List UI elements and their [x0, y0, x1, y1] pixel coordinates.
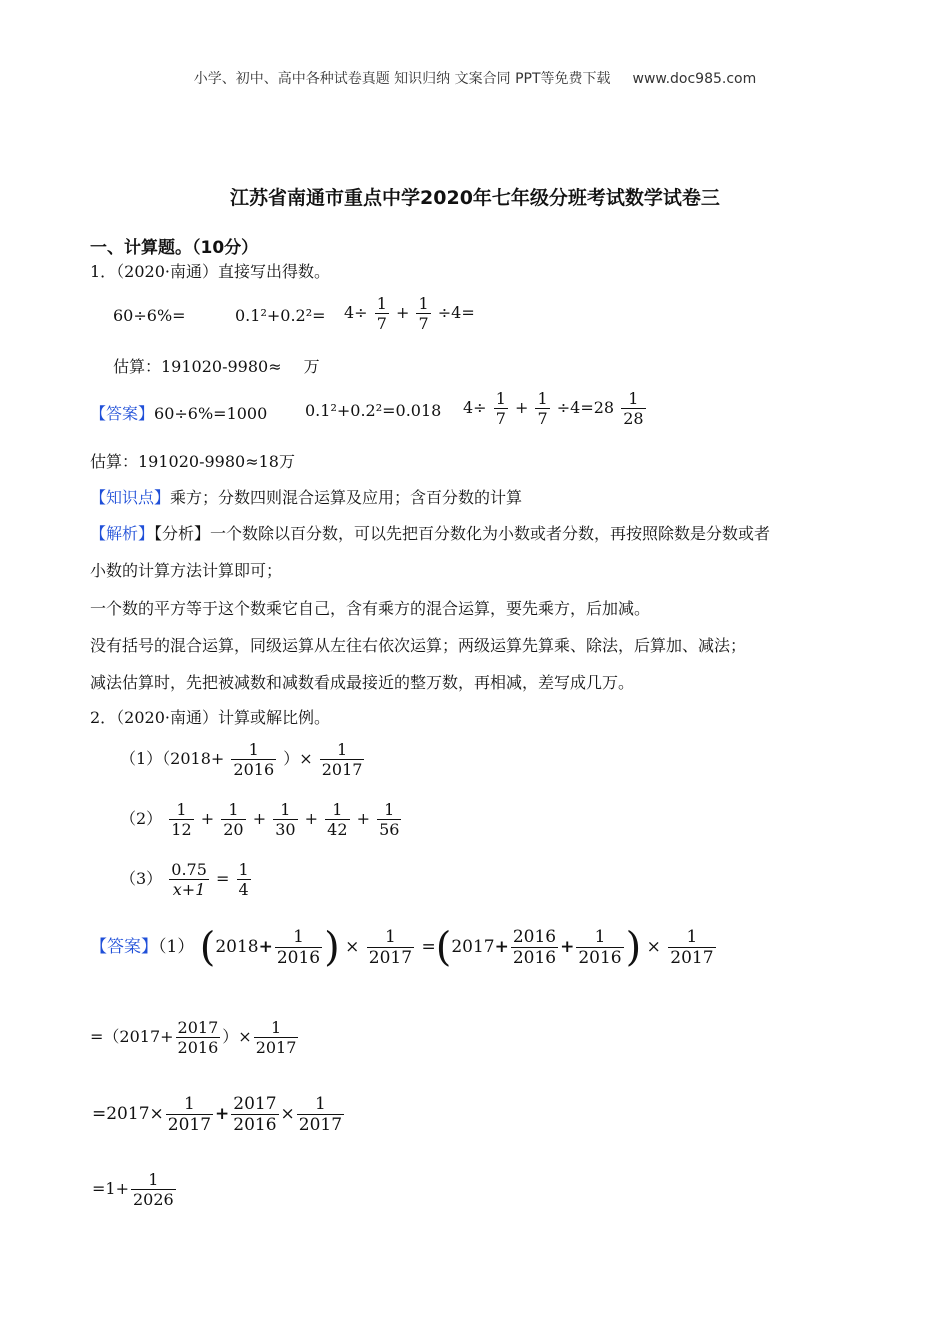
q1-answer [90, 401, 267, 424]
answer-tag: 【答案】 [90, 404, 155, 423]
q2-p1-fraction-2: $\frac{1}{2017}$ [321, 740, 363, 779]
q2-line3-fraction-2: $\frac{2017}{2016}$ [233, 1094, 277, 1135]
answer-tag: 【答案】 [90, 937, 158, 957]
q2-ans-fraction-5: $\frac{1}{2017}$ [670, 927, 714, 968]
q1-expression-3 [344, 294, 475, 333]
q1-analysis-line-1 [90, 521, 770, 544]
q2-ans-fraction-1: $\frac{1}{2016}$ [276, 927, 321, 968]
section-heading: 一、计算题。（10分） [90, 238, 259, 258]
q2-answer-line-4: =1+ $\frac{1}{2026}$ [92, 1170, 174, 1209]
question-2-stem: 2．（2020·南通）计算或解比例。 [90, 708, 330, 727]
q2-line2-fraction-2: $\frac{1}{2017}$ [255, 1018, 297, 1057]
q2-line3-fraction-1: $\frac{1}{2017}$ [167, 1094, 212, 1135]
analysis-tag: 【解析】 [90, 524, 155, 543]
q2-answer-line-2: =（2017+ $\frac{2017}{2016}$ ）× $\frac{1}{2017}$ [90, 1018, 297, 1057]
q2-ans-fraction-3: $\frac{2016}{2016}$ [512, 927, 557, 968]
q1-answer-estimate: 估算：191020-9980≈18万 [90, 452, 295, 471]
q2-p2-fraction-12: $\frac{1}{12}$ [171, 800, 192, 839]
header-text: 小学、初中、高中各种试卷真题 知识归纳 文案合同 PPT等免费下载 [193, 71, 611, 87]
q1-e3-prefix: 4÷ [344, 303, 368, 322]
q1-e3-plus: + [395, 303, 410, 322]
q2-part-2: （2） $\frac{1}{12}$ + $\frac{1}{20}$ + $\frac{1}{30}$ + $\frac{1}{42}$ + $\frac{1}{56}$ [120, 800, 400, 839]
q1-expression-1: 60÷6%= [113, 306, 186, 325]
q2-p2-fraction-30: $\frac{1}{30}$ [275, 800, 296, 839]
q1-analysis-line-2: 小数的计算方法计算即可； [90, 561, 283, 580]
q2-answer-line-1: 【答案】（1） (2018+ $\frac{1}{2016}$ ) × $\frac{1}{2017}$ =(2017+ $\frac{2016}{2016}$ + $\frac{1}{2016}$ ) × $\frac{1}{2017}$ [90, 924, 714, 971]
analysis-text: 【分析】一个数除以百分数，可以先把百分数化为小数或者分数，再按照除数是分数或者 [154, 524, 771, 543]
q2-p1-fraction-1: $\frac{1}{2016}$ [233, 740, 275, 779]
q1-e3-suffix: ÷4= [437, 303, 475, 322]
q1-e3-fraction-1: $\frac{1}{7}$ [376, 294, 387, 333]
q2-part-3: （3） $\frac{0.75}{x+1}$ = $\frac{1}{4}$ [120, 860, 249, 899]
q2-line3-fraction-3: $\frac{1}{2017}$ [298, 1094, 343, 1135]
q1-estimate-unit: 万 [303, 357, 320, 376]
q1-estimate [113, 354, 320, 377]
q1-expression-2: 0.1²+0.2²= [235, 306, 326, 325]
q1-answer-fraction-3: $\frac{1}{28}$ [623, 389, 644, 428]
q2-line4-fraction: $\frac{1}{2026}$ [133, 1170, 174, 1209]
q2-p2-fraction-56: $\frac{1}{56}$ [379, 800, 400, 839]
q2-line2-fraction-1: $\frac{2017}{2016}$ [177, 1018, 219, 1057]
q2-p2-fraction-20: $\frac{1}{20}$ [223, 800, 244, 839]
knowledge-text: 乘方；分数四则混合运算及应用；含百分数的计算 [170, 488, 523, 507]
q1-answer-3: 4÷ $\frac{1}{7}$ + $\frac{1}{7}$ ÷4=28 $\frac{1}{28}$ [463, 389, 644, 428]
page-header [0, 68, 950, 88]
q1-estimate-expr: 估算：191020-9980≈ [113, 357, 282, 376]
knowledge-tag: 【知识点】 [90, 488, 171, 507]
q1-analysis-line-5: 减法估算时，先把被减数和减数看成最接近的整万数，再相减，差写成几万。 [90, 673, 635, 692]
q1-analysis-line-3: 一个数的平方等于这个数乘它自己，含有乘方的混合运算，要先乘方，后加减。 [90, 599, 651, 618]
q1-e3-fraction-2: $\frac{1}{7}$ [418, 294, 429, 333]
q2-p3-fraction-right: $\frac{1}{4}$ [238, 860, 249, 899]
document-title: 江苏省南通市重点中学2020年七年级分班考试数学试卷三 [230, 187, 720, 209]
q1-answer-fraction-2: $\frac{1}{7}$ [537, 389, 548, 428]
q2-ans-fraction-2: $\frac{1}{2017}$ [368, 927, 413, 968]
question-1-stem: 1．（2020·南通）直接写出得数。 [90, 262, 330, 281]
q1-answer-1: 60÷6%=1000 [154, 404, 268, 423]
q2-part-1: （1）（2018+ $\frac{1}{2016}$ ）× $\frac{1}{2017}$ [120, 740, 363, 779]
header-site-link[interactable]: www.doc985.com [632, 71, 757, 87]
q2-p3-fraction-left: $\frac{0.75}{x+1}$ [171, 860, 207, 899]
q1-answer-2: 0.1²+0.2²=0.018 [305, 401, 442, 420]
q2-answer-line-3: =2017× $\frac{1}{2017}$ + $\frac{2017}{2016}$ × $\frac{1}{2017}$ [92, 1094, 343, 1135]
q1-analysis-line-4: 没有括号的混合运算，同级运算从左往右依次运算；两级运算先算乘、除法，后算加、减法； [90, 636, 747, 655]
q1-knowledge-points [90, 485, 522, 508]
q1-answer-fraction-1: $\frac{1}{7}$ [495, 389, 506, 428]
q2-p2-fraction-42: $\frac{1}{42}$ [327, 800, 348, 839]
q2-ans-fraction-4: $\frac{1}{2016}$ [578, 927, 622, 968]
